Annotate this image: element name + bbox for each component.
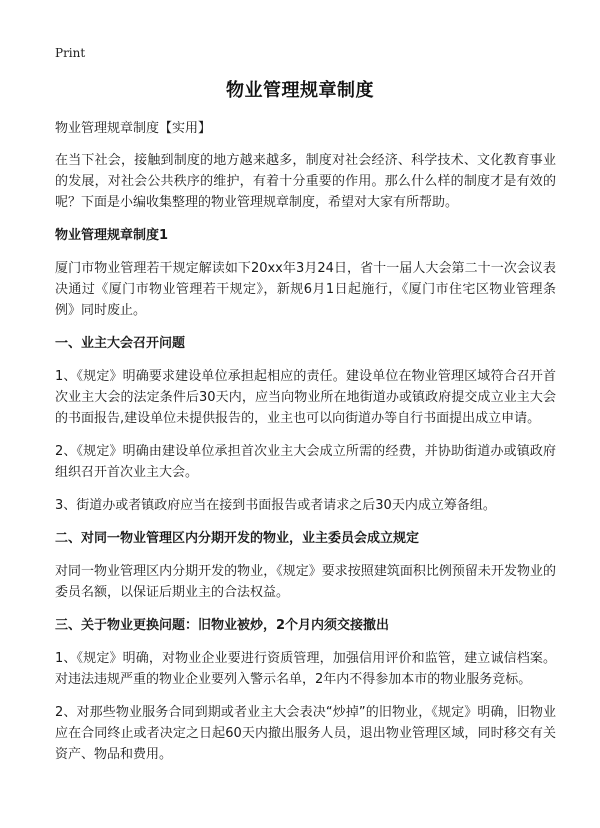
heading-part-one: 一、业主大会召开问题 [55,336,186,351]
document-subtitle: 物业管理规章制度【实用】 [55,121,212,136]
part-one-item-3: 3、街道办或者镇政府应当在接到书面报告或者请求之后30天内成立筹备组。 [55,498,496,513]
print-label[interactable]: Print [55,46,86,60]
part-one-item-2: 2、《规定》明确由建设单位承担首次业主大会成立所需的经费，并协助街道办或镇政府组织召开首次业主大会。 [55,444,556,480]
heading-part-two: 二、对同一物业管理区内分期开发的物业，业主委员会成立规定 [55,531,420,546]
section-heading-1: 物业管理规章制度1 [55,228,169,243]
part-three-item-2: 2、对那些物业服务合同到期或者业主大会表决“炒掉”的旧物业，《规定》明确，旧物业应在合同终止或者决定之日起60天内撤出服务人员，退出物业管理区域，同时移交有关资产、物品和费用。 [55,705,556,762]
document-body [55,118,556,777]
intro-paragraph: 在当下社会，接触到制度的地方越来越多，制度对社会经济、科学技术、文化教育事业的发展，对社会公共秩序的维护，有着十分重要的作用。那么什么样的制度才是有效的呢？下面是小编收集整理的物业管理规章制度，希望对大家有所帮助。 [55,153,556,210]
part-two-paragraph: 对同一物业管理区内分期开发的物业，《规定》要求按照建筑面积比例预留未开发物业的委员名额，以保证后期业主的合法权益。 [55,564,556,600]
heading-part-three: 三、关于物业更换问题：旧物业被炒，2个月内须交接撤出 [55,618,390,633]
section1-paragraph: 厦门市物业管理若干规定解读如下20xx年3月24日，省十一届人大会第二十一次会议表决通过《厦门市物业管理若干规定》，新规6月1日起施行，《厦门市住宅区物业管理条例》同时废止。 [55,261,556,318]
part-one-item-1: 1、《规定》明确要求建设单位承担起相应的责任。建设单位在物业管理区域符合召开首次业主大会的法定条件后30天内，应当向物业所在地街道办或镇政府提交成立业主大会的书面报告,建设单位未提供报告的，业主也可以向街道办等自行书面提出成立申请。 [55,369,556,426]
document-title: 物业管理规章制度 [226,80,374,101]
part-three-item-1: 1、《规定》明确，对物业企业要进行资质管理，加强信用评价和监管，建立诚信档案。对违法违规严重的物业企业要列入警示名单，2年内不得参加本市的物业服务竞标。 [55,651,556,687]
